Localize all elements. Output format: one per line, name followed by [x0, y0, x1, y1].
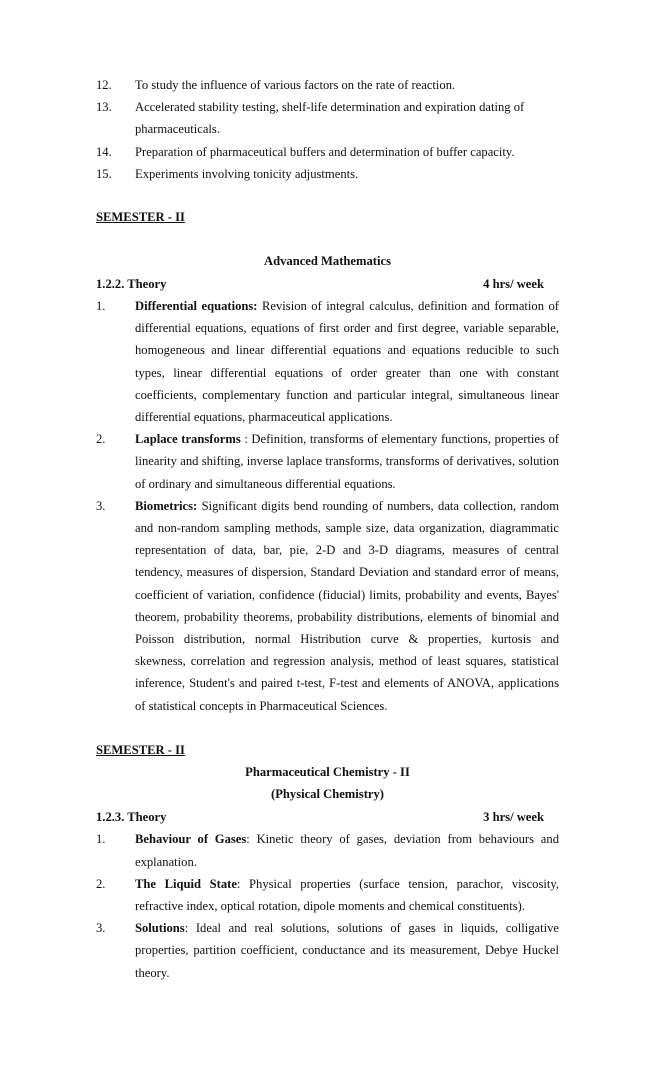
list-item [96, 917, 559, 984]
item-text: Preparation of pharmaceutical buffers and determination of buffer capacity. [135, 144, 515, 159]
item-text: Accelerated stability testing, shelf-life determination and expiration dating of pharmaceuticals. [135, 100, 525, 137]
topic-term: Biometrics: [135, 498, 198, 513]
topic-term: Laplace transforms [135, 432, 241, 447]
semester-heading: SEMESTER - II [96, 210, 185, 225]
hours-label: 3 hrs/ week [483, 809, 544, 824]
item-text: To study the influence of various factors on the rate of reaction. [135, 78, 456, 92]
theory-label: 1.2.3. Theory [96, 809, 167, 824]
item-number: 3. [96, 921, 106, 936]
item-number: 13. [96, 100, 112, 115]
topic-list [96, 295, 559, 717]
topic-term: The Liquid State [135, 876, 237, 891]
list-item [96, 873, 559, 917]
hours-label: 4 hrs/ week [483, 276, 544, 291]
topic-text: : Definition, transforms of elementary functions, properties of linearity and shifting, inverse laplace transforms, transforms of derivatives, solution of ordinary and simultaneous differential equations. [135, 432, 559, 491]
list-item [96, 295, 559, 428]
topic-text: Significant digits bend rounding of numbers, data collection, random and non-random sampling methods, sample size, data organization, diagrammatic representation of data, bar, pie, 2-D and 3-D diagrams, measures of central tendency, measures of dispersion, Standard Deviation and standard error of means, coefficient of variation, confidence (fiducial) limits, probability and events, Bayes' theorem, probability theorems, probability distributions, elements of binomial and Poisson distribution, normal Histribution curve & properties, kurtosis and skewness, correlation and regression analysis, method of least squares, statistical inference, Student's and paired t-test, F-test and elements of ANOVA, applications of statistical concepts in Pharmaceutical Sciences. [135, 498, 559, 713]
list-item [96, 141, 559, 163]
item-number: 14. [96, 144, 112, 159]
item-text: Experiments involving tonicity adjustments. [135, 166, 359, 181]
course-subtitle: (Physical Chemistry) [271, 787, 384, 802]
course-title: Pharmaceutical Chemistry - II [245, 764, 410, 779]
topic-term: Differential equations: [135, 299, 258, 314]
course-title: Advanced Mathematics [264, 254, 391, 269]
topic-text: : Kinetic theory of gases, deviation from behaviours and explanation. [135, 832, 559, 869]
list-item [96, 96, 559, 140]
topic-text: Revision of integral calculus, definition and formation of differential equations, equations of first order and first degree, variable separable, homogeneous and linear differential equations and equations reducible to such types, linear differential equations of order greater than one with constant coefficients, complementary function and particular integral, simultaneous linear differential equations, pharmaceutical applications. [135, 299, 559, 425]
list-item [96, 74, 559, 96]
topic-text: : Ideal and real solutions, solutions of gases in liquids, colligative properties, partition coefficient, conductance and its measurement, Debye Huckel theory. [135, 921, 559, 980]
list-item [96, 828, 559, 872]
theory-row [96, 806, 559, 829]
item-number: 3. [96, 498, 106, 513]
item-number: 2. [96, 876, 106, 891]
topic-term: Solutions [135, 921, 185, 936]
item-number: 15. [96, 166, 112, 181]
item-number: 2. [96, 432, 106, 447]
item-number: 1. [96, 832, 106, 847]
topic-text: : Physical properties (surface tension, parachor, viscosity, refractive index, optical rotation, dipole moments and chemical constituents). [135, 876, 559, 913]
list-item [96, 495, 559, 717]
theory-label: 1.2.2. Theory [96, 276, 167, 291]
item-number: 1. [96, 299, 106, 314]
item-number: 12. [96, 78, 112, 92]
topic-list [96, 828, 559, 983]
theory-row [96, 273, 559, 296]
list-item [96, 428, 559, 495]
experiment-list [96, 74, 559, 185]
topic-term: Behaviour of Gases [135, 832, 247, 847]
list-item [96, 163, 559, 185]
semester-heading: SEMESTER - II [96, 742, 185, 757]
document-page [96, 74, 559, 984]
